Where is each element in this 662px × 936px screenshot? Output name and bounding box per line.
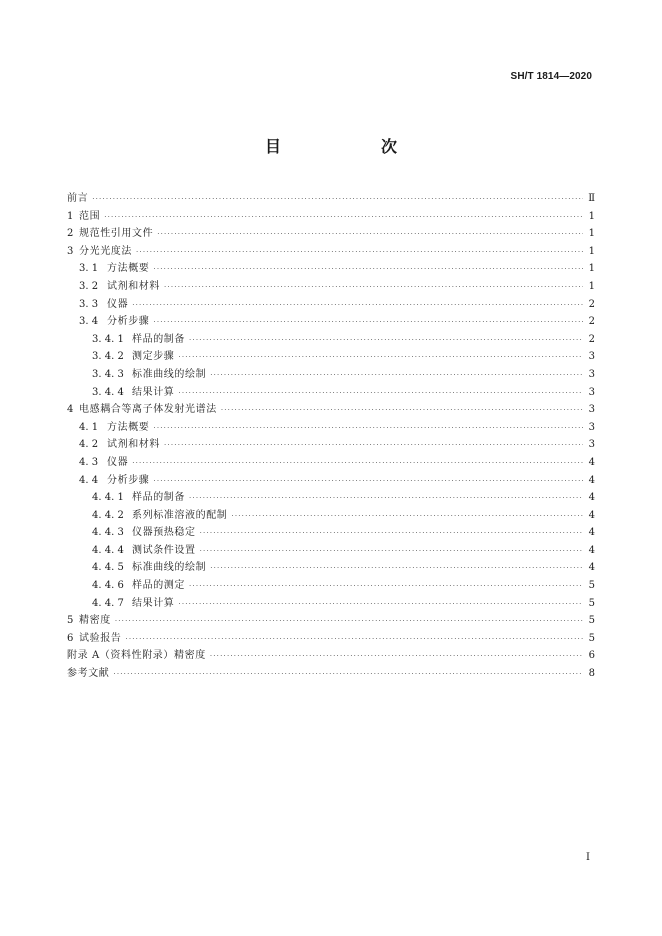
toc-entry-page: Ⅱ — [588, 193, 595, 204]
toc-entry-number: 4. 4. 6 — [92, 580, 124, 592]
toc-entry-number: 4. 4. 1 — [92, 492, 124, 504]
toc-entry-page: 4 — [588, 492, 595, 504]
toc-entry-number: 6 — [67, 632, 74, 644]
toc-entry[interactable] — [67, 472, 595, 490]
toc-entry-number: 4. 4 — [79, 474, 99, 486]
toc-entry-number: 4. 2 — [79, 439, 99, 451]
toc-entry[interactable] — [67, 542, 595, 560]
toc-entry[interactable] — [67, 278, 595, 296]
dot-leader — [231, 508, 583, 526]
toc-entry-page: 1 — [588, 210, 595, 222]
toc-entry-number: 4. 4. 2 — [92, 509, 124, 521]
toc-entry-page: 3 — [588, 404, 595, 416]
toc-entry-number: 3. 4. 4 — [92, 386, 124, 398]
toc-entry-label: 电感耦合等离子体发射光谱法 — [79, 404, 217, 416]
toc-entry-page: 4 — [588, 456, 595, 468]
toc-entry[interactable] — [67, 313, 595, 331]
dot-leader — [164, 279, 583, 297]
toc-entry-number: 4. 4. 4 — [92, 544, 124, 556]
dot-leader — [164, 437, 583, 455]
toc-entry-label: 分析步骤 — [107, 316, 150, 328]
toc-entry-page: 2 — [588, 316, 595, 328]
dot-leader — [104, 209, 583, 227]
toc-entry-page: 4 — [588, 562, 595, 574]
toc-entry-page: 4 — [588, 474, 595, 486]
toc-entry-number: 4 — [67, 404, 74, 416]
dot-leader — [153, 314, 583, 332]
dot-leader — [125, 631, 583, 649]
dot-leader — [153, 420, 583, 438]
toc-entry-page: 2 — [588, 333, 595, 345]
toc-entry-page: 6 — [588, 650, 595, 662]
dot-leader — [210, 560, 583, 578]
dot-leader — [221, 402, 583, 420]
toc-entry-label: 样品的制备 — [132, 492, 185, 504]
toc-entry-page: 5 — [588, 580, 595, 592]
toc-entry-label: 方法概要 — [107, 263, 150, 275]
toc-entry-label: 附录 A（资料性附录）精密度 — [67, 650, 206, 662]
dot-leader — [153, 261, 583, 279]
toc-entry-label: 结果计算 — [132, 386, 175, 398]
toc-entry-number: 3. 4. 2 — [92, 351, 124, 363]
toc-entry-label: 样品的测定 — [132, 580, 185, 592]
dot-leader — [210, 367, 583, 385]
toc-entry-page: 3 — [588, 351, 595, 363]
toc-entry[interactable] — [67, 419, 595, 437]
toc-entry-label: 试验报告 — [79, 632, 122, 644]
toc-entry-page: 8 — [588, 668, 595, 680]
toc-entry-number: 3. 3 — [79, 298, 99, 310]
dot-leader — [157, 226, 583, 244]
dot-leader — [92, 191, 583, 209]
toc-entry[interactable] — [67, 507, 595, 525]
toc-entry[interactable] — [67, 665, 595, 683]
toc-entry[interactable] — [67, 647, 595, 665]
toc-entry[interactable] — [67, 630, 595, 648]
toc-entry-label: 仪器预热稳定 — [132, 527, 196, 539]
toc-entry-label: 参考文献 — [67, 668, 110, 680]
toc-entry[interactable] — [67, 296, 595, 314]
dot-leader — [210, 648, 583, 666]
toc-entry[interactable] — [67, 384, 595, 402]
toc-entry[interactable] — [67, 559, 595, 577]
toc-entry[interactable] — [67, 524, 595, 542]
toc-entry-number: 3. 4. 3 — [92, 368, 124, 380]
toc-entry-page: 3 — [588, 421, 595, 433]
toc-entry-page: 3 — [588, 439, 595, 451]
toc-entry-number: 4. 4. 3 — [92, 527, 124, 539]
toc-entry-label: 系列标准溶液的配制 — [132, 509, 228, 521]
toc-entry-number: 3. 4 — [79, 316, 99, 328]
toc-entry[interactable] — [67, 225, 595, 243]
toc-entry-number: 3. 4. 1 — [92, 333, 124, 345]
toc-entry[interactable] — [67, 331, 595, 349]
page-number: Ⅰ — [586, 852, 590, 863]
toc-entry-page: 4 — [588, 509, 595, 521]
dot-leader — [132, 297, 583, 315]
toc-entry-page: 5 — [588, 597, 595, 609]
toc-entry-label: 分光光度法 — [79, 245, 132, 257]
toc-entry[interactable] — [67, 208, 595, 226]
toc-entry-page: 1 — [588, 280, 595, 292]
toc-entry-label: 试剂和材料 — [107, 439, 160, 451]
toc-entry-number: 1 — [67, 210, 74, 222]
toc-entry-label: 样品的制备 — [132, 333, 185, 345]
toc-entry[interactable] — [67, 454, 595, 472]
toc-entry-number: 5 — [67, 615, 74, 627]
toc-entry-number: 3. 1 — [79, 263, 99, 275]
toc-entry-number: 2 — [67, 228, 74, 240]
dot-leader — [132, 455, 583, 473]
dot-leader — [189, 578, 583, 596]
dot-leader — [189, 490, 583, 508]
toc-entry-label: 方法概要 — [107, 421, 150, 433]
toc-entry-label: 标准曲线的绘制 — [132, 368, 207, 380]
toc-entry-label: 规范性引用文件 — [79, 228, 154, 240]
toc-entry-label: 测定步骤 — [132, 351, 175, 363]
dot-leader — [178, 385, 583, 403]
toc-entry-page: 5 — [588, 632, 595, 644]
toc-entry[interactable] — [67, 577, 595, 595]
toc-entry-number: 4. 4. 5 — [92, 562, 124, 574]
dot-leader — [115, 613, 583, 631]
toc-entry-number: 4. 4. 7 — [92, 597, 124, 609]
dot-leader — [200, 543, 583, 561]
toc-entry-label: 仪器 — [107, 456, 129, 468]
toc-entry-label: 测试条件设置 — [132, 544, 196, 556]
dot-leader — [178, 349, 583, 367]
dot-leader — [178, 596, 583, 614]
dot-leader — [136, 244, 583, 262]
toc-entry-label: 范围 — [79, 210, 101, 222]
toc-entry-page: 2 — [588, 298, 595, 310]
toc-entry-number: 3 — [67, 245, 74, 257]
toc-entry[interactable] — [67, 190, 595, 208]
toc-entry-label: 精密度 — [79, 615, 111, 627]
toc-entry-page: 3 — [588, 368, 595, 380]
toc-entry-number: 4. 1 — [79, 421, 99, 433]
toc-entry-number: 4. 3 — [79, 456, 99, 468]
toc-entry-label: 试剂和材料 — [107, 280, 160, 292]
toc-entry-page: 3 — [588, 386, 595, 398]
toc-entry-label: 仪器 — [107, 298, 129, 310]
page-title: 目 次 — [264, 137, 439, 156]
toc-entry-label: 前言 — [67, 193, 89, 204]
toc-entry-page: 4 — [588, 527, 595, 539]
standard-code: SH/T 1814—2020 — [510, 71, 592, 82]
dot-leader — [113, 666, 583, 684]
toc-entry[interactable] — [67, 243, 595, 261]
table-of-contents — [67, 190, 595, 683]
dot-leader — [200, 525, 583, 543]
toc-entry-page: 5 — [588, 615, 595, 627]
toc-entry-number: 3. 2 — [79, 280, 99, 292]
toc-entry-label: 结果计算 — [132, 597, 175, 609]
toc-entry-page: 4 — [588, 544, 595, 556]
dot-leader — [189, 332, 583, 350]
toc-entry[interactable] — [67, 612, 595, 630]
toc-entry[interactable] — [67, 366, 595, 384]
toc-entry[interactable] — [67, 348, 595, 366]
toc-entry[interactable] — [67, 436, 595, 454]
toc-entry-page: 1 — [588, 245, 595, 257]
toc-entry[interactable] — [67, 260, 595, 278]
toc-entry-page: 1 — [588, 263, 595, 275]
toc-entry-page: 1 — [588, 228, 595, 240]
toc-entry[interactable] — [67, 595, 595, 613]
dot-leader — [153, 473, 583, 491]
toc-entry-label: 分析步骤 — [107, 474, 150, 486]
toc-entry[interactable] — [67, 401, 595, 419]
toc-entry-label: 标准曲线的绘制 — [132, 562, 207, 574]
toc-entry[interactable] — [67, 489, 595, 507]
